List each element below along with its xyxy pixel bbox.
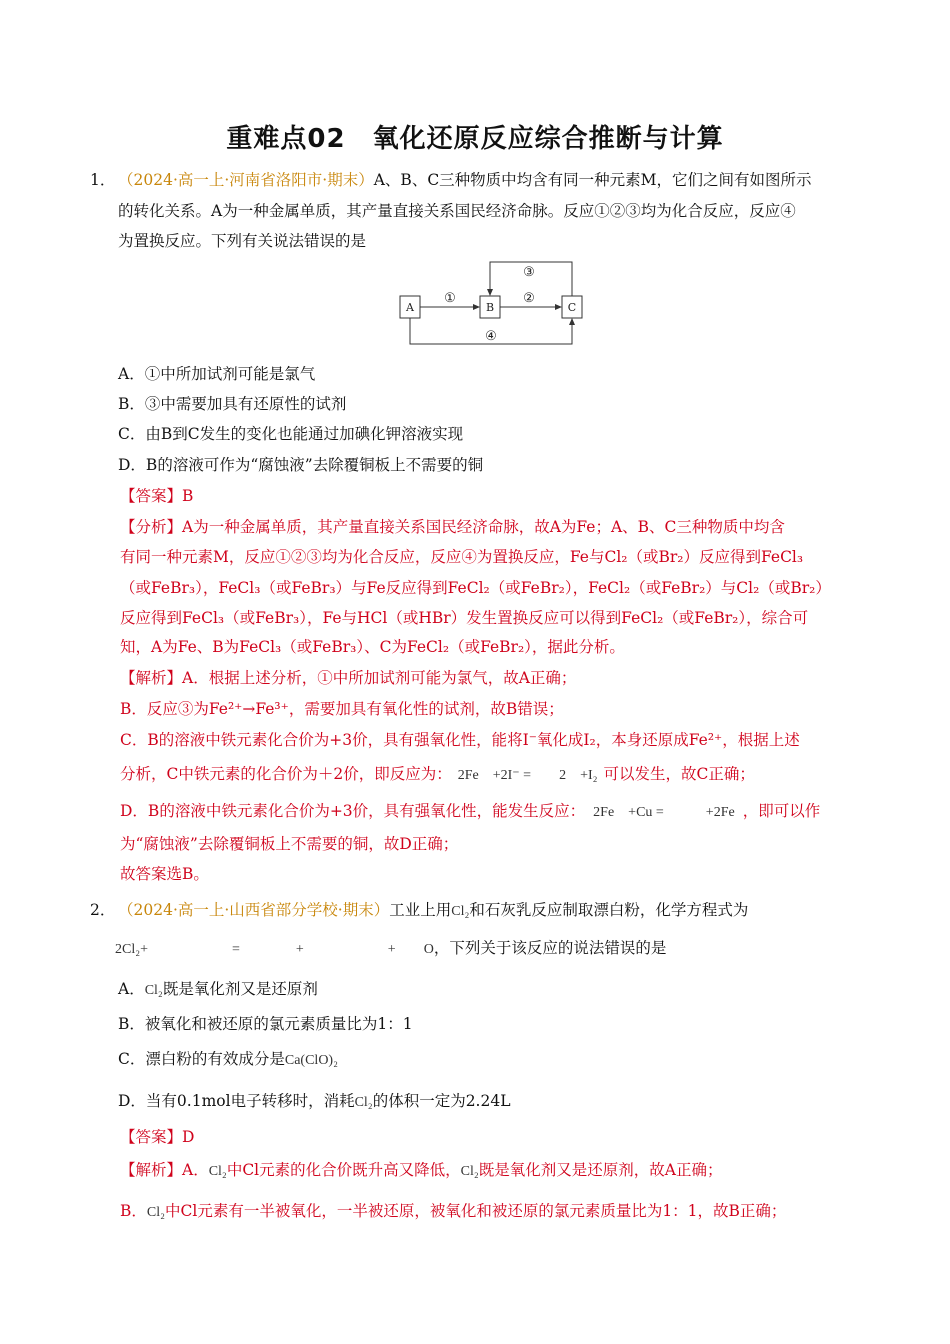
question-1-solution-c-line-1: C．B的溶液中铁元素化合价为+3价，具有强氧化性，能将I⁻氧化成I₂，本身还原成Fe²⁺，根据上述	[120, 731, 800, 749]
solution-d-text: D．B的溶液中铁元素化合价为+3价，具有强氧化性，能发生反应：	[120, 802, 586, 820]
equation-fe-iodide: 2Fe +2I⁻ = 2 +I₂	[457, 768, 598, 783]
question-2-number: 2．	[90, 901, 116, 919]
question-1-option-c: C．由B到C发生的变化也能通过加碘化钾溶液实现	[118, 425, 464, 443]
formula-cl2: Cl₂	[460, 1164, 479, 1179]
diagram-label-c: C	[567, 301, 577, 314]
question-2-stem-line-1	[118, 900, 748, 922]
formula-cl2: Cl₂	[354, 1095, 373, 1110]
option-a-text: 既是氧化剂又是还原剂	[162, 980, 318, 998]
diagram-reaction-4: ④	[485, 329, 497, 344]
formula-cl2: Cl₂	[451, 904, 470, 919]
question-1-analysis-line-4: 反应得到FeCl₃（或FeBr₃），Fe与HCl（或HBr）发生置换反应可以得到FeCl₂（或FeBr₂），综合可	[120, 609, 809, 627]
formula-calcium-hypochlorite: Ca(ClO)₂	[284, 1053, 338, 1068]
question-1-option-a: A．①中所加试剂可能是氯气	[118, 365, 316, 383]
question-1-solution-a: 【解析】A．根据上述分析，①中所加试剂可能为氯气，故A正确；	[120, 669, 577, 687]
question-1-answer: 【答案】B	[120, 487, 194, 505]
reaction-equation: 2Cl₂+ = + + O	[115, 942, 434, 957]
question-2-solution-a	[120, 1160, 722, 1182]
equation-fe-copper: 2Fe +Cu = +2Fe	[593, 805, 735, 820]
question-1-stem-line-2: 的转化关系。A为一种金属单质，其产量直接关系国民经济命脉。反应①②③均为化合反应，反应④	[118, 202, 796, 220]
question-2-stem-text-c: ，下列关于该反应的说法错误的是	[433, 939, 667, 957]
question-2-stem-text-a: 工业上用	[389, 901, 452, 919]
solution-b-text: 中Cl元素有一半被氧化，一半被还原，被氧化和被还原的氯元素质量比为1：1，故B正确；	[165, 1202, 787, 1220]
question-1-solution-d-line-1	[120, 801, 820, 823]
diagram-reaction-3: ③	[523, 265, 535, 280]
solution-a-conclusion: 既是氧化剂又是还原剂，故A正确；	[478, 1161, 723, 1179]
page-title: 重难点02 氧化还原反应综合推断与计算	[226, 124, 724, 154]
diagram-reaction-1: ①	[444, 291, 456, 306]
question-2-solution-b	[120, 1201, 786, 1223]
question-2-source: （2024·高一上·山西省部分学校·期末）	[118, 901, 390, 919]
option-d-text: D．当有0.1mol电子转移时，消耗	[118, 1092, 355, 1110]
question-1-option-d: D．B的溶液可作为“腐蚀液”去除覆铜板上不需要的铜	[118, 456, 484, 474]
question-1-stem-line-3: 为置换反应。下列有关说法错误的是	[118, 232, 367, 250]
question-2-option-d	[118, 1091, 511, 1113]
question-1-stem-text: A、B、C三种物质中均含有同一种元素M，它们之间有如图所示	[373, 171, 812, 189]
question-1-solution-d-line-2: 为“腐蚀液”去除覆铜板上不需要的铜，故D正确；	[120, 835, 459, 853]
solution-d-tail: ，即可以作	[742, 802, 821, 820]
question-1-analysis-line-1: 【分析】A为一种金属单质，其产量直接关系国民经济命脉，故A为Fe；A、B、C三种物质中均含	[120, 518, 785, 536]
question-2-option-a	[118, 979, 318, 1001]
option-c-text: C．漂白粉的有效成分是	[118, 1050, 285, 1068]
question-2-option-c	[118, 1049, 338, 1071]
diagram-label-a: A	[406, 301, 414, 314]
question-1-analysis-line-2: 有同一种元素M，反应①②③均为化合反应，反应④为置换反应，Fe与Cl₂（或Br₂）反应得到FeCl₃	[120, 548, 804, 566]
question-1-solution-c-line-2	[120, 764, 755, 786]
question-2-option-b: B．被氧化和被还原的氯元素质量比为1：1	[118, 1015, 413, 1033]
question-2-stem-line-2	[115, 938, 666, 960]
formula-cl2: Cl₂	[146, 1205, 165, 1220]
question-2-answer: 【答案】D	[120, 1128, 195, 1146]
solution-a-label: 【解析】A．	[120, 1161, 209, 1179]
diagram-label-b: B	[485, 301, 495, 314]
question-1-option-b: B．③中需要加具有还原性的试剂	[118, 395, 347, 413]
option-a-label: A．	[118, 980, 145, 998]
solution-b-label: B．	[120, 1202, 147, 1220]
diagram-reaction-2: ②	[523, 291, 535, 306]
conversion-diagram	[395, 258, 585, 350]
solution-c-conclusion: 可以发生，故C正确；	[603, 765, 755, 783]
question-1-stem-line-1	[118, 170, 812, 190]
question-1-solution-end: 故答案选B。	[120, 865, 209, 883]
question-1-solution-b: B．反应③为Fe²⁺→Fe³⁺，需要加具有氧化性的试剂，故B错误；	[120, 700, 564, 718]
question-1-analysis-line-5: 知，A为Fe、B为FeCl₃（或FeBr₃）、C为FeCl₂（或FeBr₂），据此分析。	[120, 638, 625, 656]
question-1-analysis-line-3: （或FeBr₃），FeCl₃（或FeBr₃）与Fe反应得到FeCl₂（或FeBr₂），FeCl₂（或FeBr₂）与Cl₂（或Br₂）	[120, 579, 831, 597]
question-1-source: （2024·高一上·河南省洛阳市·期末）	[118, 171, 374, 189]
solution-a-text: 中Cl元素的化合价既升高又降低，	[226, 1161, 461, 1179]
formula-cl2: Cl₂	[144, 983, 163, 998]
question-1-number: 1．	[90, 171, 116, 189]
option-d-tail: 的体积一定为2.24L	[372, 1092, 511, 1110]
formula-cl2: Cl₂	[208, 1164, 227, 1179]
solution-c-text: 分析，C中铁元素的化合价为＋2价，即反应为：	[120, 765, 452, 783]
question-2-stem-text-b: 和石灰乳反应制取漂白粉，化学方程式为	[469, 901, 749, 919]
